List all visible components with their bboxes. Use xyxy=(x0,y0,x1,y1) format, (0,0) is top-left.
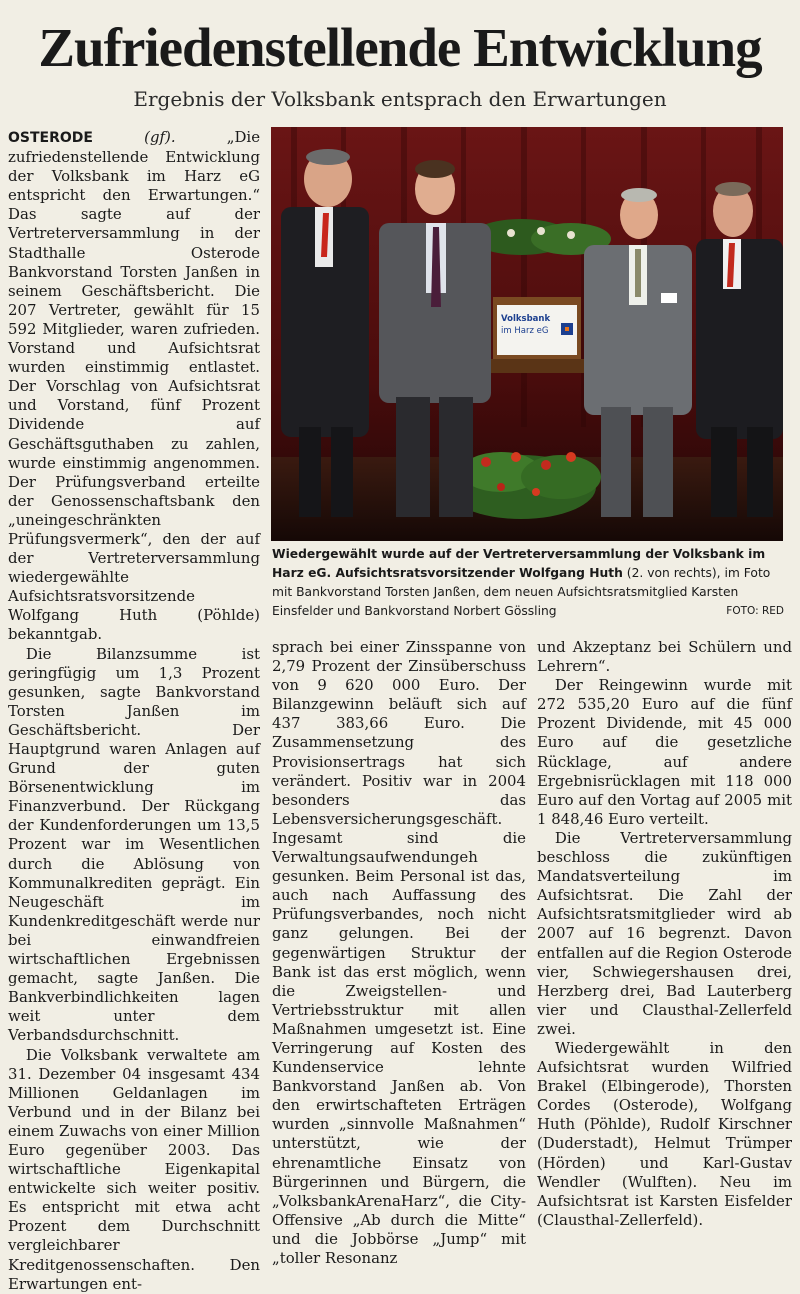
article-column-1 xyxy=(8,128,260,1294)
article-column-3 xyxy=(537,638,792,1230)
article-paragraph: sprach bei einer Zinsspanne von 2,79 Prozent der Zinsüberschuss von 9 620 000 Euro. Der Bilanzgewinn beläuft sich auf 437 383,66 Euro. Die Zusammensetzung des Provisionsertrags hat sich verändert. Positiv war in 2004 besonders das Lebensversicherungsgeschäft. Ingesamt sind die Verwaltungsaufwendungeh gesunken. Beim Personal ist das, auch nach Auffassung des Prüfungsverbandes, noch nicht ganz gelungen. Bei der gegenwärtigen Struktur der Bank ist das erst möglich, wenn die Zweigstellen- und Vertriebsstruktur mit allen Maßnahmen umgesetzt ist. Eine Verringerung auf Kosten des Kundenservice lehnte Bankvorstand Janßen ab. Von den erwirtschafteten Erträgen wurden „sinnvolle Maßnahmen“ unterstützt, wie der ehrenamtliche Einsatz von Bürgerinnen und Bürgern, die „VolksbankArenaHarz“, die City-Offensive „Ab durch die Mitte“ und die Jobbörse „Jump“ mit „toller Resonanz xyxy=(272,638,526,1267)
sign-line-2: im Harz eG xyxy=(501,326,549,336)
photo-credit: FOTO: RED xyxy=(726,605,784,617)
article-paragraph: Die Volksbank verwaltete am 31. Dezember 04 insgesamt 434 Millionen Geldanlagen im Verbund und in der Bilanz bei einem Zuwachs von einer Million Euro gegenüber 2003. Das wirtschaftliche Eigenkapital entwickelte sich weiter positiv. Es entspricht mit etwa acht Prozent dem Durchschnitt vergleichbarer Kreditgenossenschaften. Den Erwartungen ent- xyxy=(8,1045,260,1293)
photo-illustration xyxy=(271,127,783,541)
paragraph-text: „Die zufriedenstellende Entwicklung der Volksbank im Harz eG entspricht den Erwartungen.“ Das sagte auf der Vertreterversammlung in der Stadthalle Osterode Bankvorstand Torsten Janßen in seinem Geschäftsbericht. Die 207 Vertreter, gewählt für 15 592 Mitglieder, waren zufrieden. Vorstand und Aufsichtsrat wurden einstimmig entlastet. Der Vorschlag von Aufsichtsrat und Vorstand, fünf Prozent Dividende auf Geschäftsguthaben zu zahlen, wurde einstimmig angenommen. Der Prüfungsverband erteilte der Genossenschaftsbank den „uneingeschränkten Prüfungsvermerk“, den der auf der Vertreterversammlung wiedergewählte Aufsichtsratsvorsitzende Wolfgang Huth (Pöhlde) bekanntgab. xyxy=(8,128,261,644)
dateline: OSTERODE xyxy=(8,130,93,146)
article-paragraph xyxy=(8,128,260,645)
photo-caption xyxy=(272,545,784,621)
article-paragraph: Die Bilanzsumme ist geringfügig um 1,3 Prozent gesunken, sagte Bankvorstand Torsten Janßen im Geschäftsbericht. Der Hauptgrund waren Anlagen auf Grund der guten Börsenentwicklung im Finanzverbund. Der Rückgang der Kundenforderungen um 13,5 Prozent war im Wesentlichen durch die Ablösung von Kommunalkrediten geprägt. Ein Neugeschäft im Kundenkreditgeschäft werde nur bei einwandfreien wirtschaftlichen Ergebnissen gemacht, sagte Janßen. Die Bankverbindlichkeiten lagen weit unter dem Verbandsdurchschnitt. xyxy=(8,644,260,1045)
caption-text: (2. von rechts), im Foto mit Bankvorstand Torsten Janßen, dem neuen Aufsichtsratsmitglied Karsten Einsfelder und Bankvorstand Norbert Gössling xyxy=(272,566,771,618)
article-paragraph: und Akzeptanz bei Schülern und Lehrern“. xyxy=(537,638,792,676)
article-paragraph: Die Vertreterversammlung beschloss die zukünftigen Mandatsverteilung im Aufsichtsrat. Die Zahl der Aufsichtsratsmitglieder wird ab 2007 auf 16 begrenzt. Davon entfallen auf die Region Osterode vier, Schwiegershausen drei, Herzberg drei, Bad Lauterberg vier und Clausthal-Zellerfeld zwei. xyxy=(537,828,792,1038)
headline: Zufriedenstellende Entwicklung xyxy=(38,17,762,78)
article-paragraph: Der Reingewinn wurde mit 272 535,20 Euro auf die fünf Prozent Dividende, mit 45 000 Euro auf die gesetzliche Rücklage, auf andere Ergebnisrücklagen mit 118 000 Euro auf den Vortag auf 2005 mit 1 848,46 Euro verteilt. xyxy=(537,676,792,828)
sign-line-1: Volksbank xyxy=(501,314,551,324)
article-paragraph: Wiedergewählt in den Aufsichtsrat wurden Wilfried Brakel (Elbingerode), Thorsten Cordes (Osterode), Wolfgang Huth (Pöhlde), Rudolf Kirschner (Duderstadt), Helmut Trümper (Hörden) und Karl-Gustav Wendler (Wulften). Neu im Aufsichtsrat ist Karsten Eisfelder (Clausthal-Zellerfeld). xyxy=(537,1038,792,1229)
author-initials: (gf). xyxy=(144,128,176,146)
article-column-2 xyxy=(272,638,526,1268)
caption-lead: Wiedergewählt wurde auf der Vertreterversammlung der Volksbank im Harz eG. Aufsichtsratsvorsitzender Wolfgang Huth xyxy=(272,547,766,580)
subheadline: Ergebnis der Volksbank entsprach den Erwartungen xyxy=(133,87,667,111)
lectern xyxy=(489,297,585,373)
article-photo xyxy=(271,127,783,541)
